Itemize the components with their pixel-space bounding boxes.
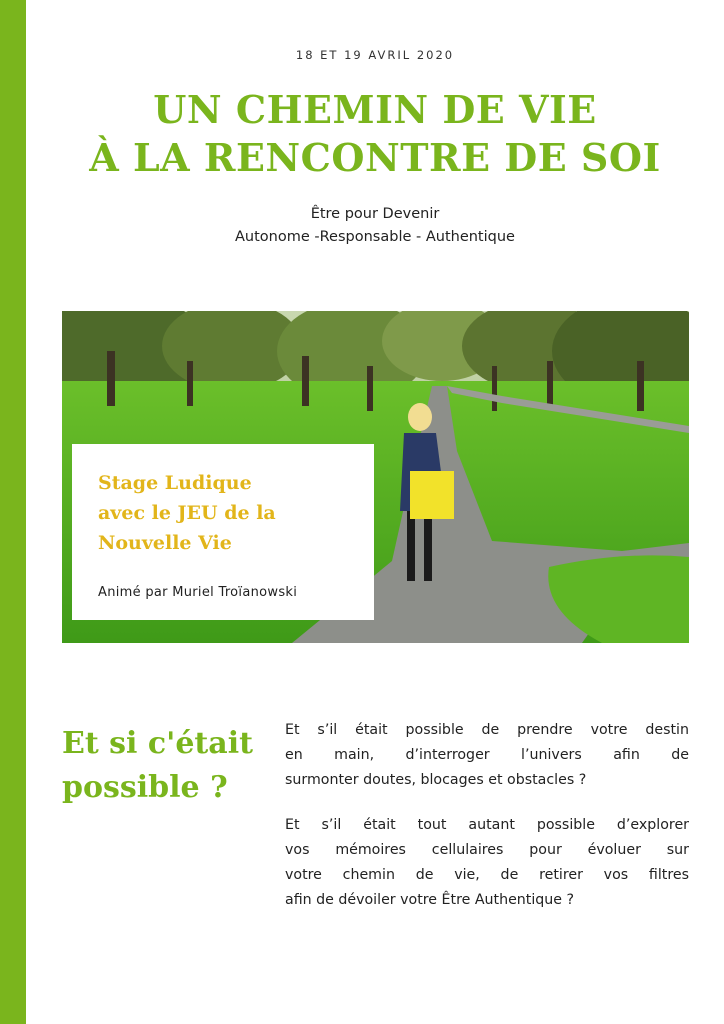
title-line-1: UN CHEMIN DE VIE — [153, 87, 597, 132]
animated-by-text: Animé par Muriel Troïanowski — [98, 585, 298, 600]
card-title-line-1: Stage Ludique — [98, 472, 252, 494]
subtitle — [26, 203, 724, 249]
paragraph-1-line-3: surmonter doutes, blocages et obstacles ? — [285, 772, 587, 788]
paragraph-1 — [285, 718, 689, 793]
section-heading — [62, 722, 253, 810]
paragraph-2-line-4: afin de dévoiler votre Être Authentique ? — [285, 892, 575, 908]
paragraph-2-line-2: vos mémoires cellulaires pour évoluer sur — [285, 842, 689, 858]
card-title-line-3: Nouvelle Vie — [98, 532, 232, 554]
page-title — [26, 86, 724, 182]
paragraph-1-line-2: en main, d’interroger l’univers afin de — [285, 747, 689, 763]
event-date: 18 ET 19 AVRIL 2020 — [295, 48, 455, 62]
card-title — [98, 468, 276, 558]
section-heading-line-2: possible ? — [62, 770, 228, 805]
section-body — [285, 718, 689, 913]
paragraph-2-line-3: votre chemin de vie, de retirer vos filtres — [285, 867, 689, 883]
title-line-2: À LA RENCONTRE DE SOI — [89, 135, 661, 180]
left-accent-bar — [0, 0, 26, 1024]
subtitle-line-2: Autonome -Responsable - Authentique — [235, 229, 515, 245]
card-title-line-2: avec le JEU de la — [98, 502, 276, 524]
subtitle-line-1: Être pour Devenir — [310, 206, 440, 222]
paragraph-2-line-1: Et s’il était tout autant possible d’explorer — [285, 817, 689, 833]
section-heading-line-1: Et si c'était — [62, 726, 253, 761]
paragraph-1-line-1: Et s’il était possible de prendre votre destin — [285, 722, 689, 738]
stage-info-card — [72, 444, 374, 620]
paragraph-2 — [285, 813, 689, 913]
